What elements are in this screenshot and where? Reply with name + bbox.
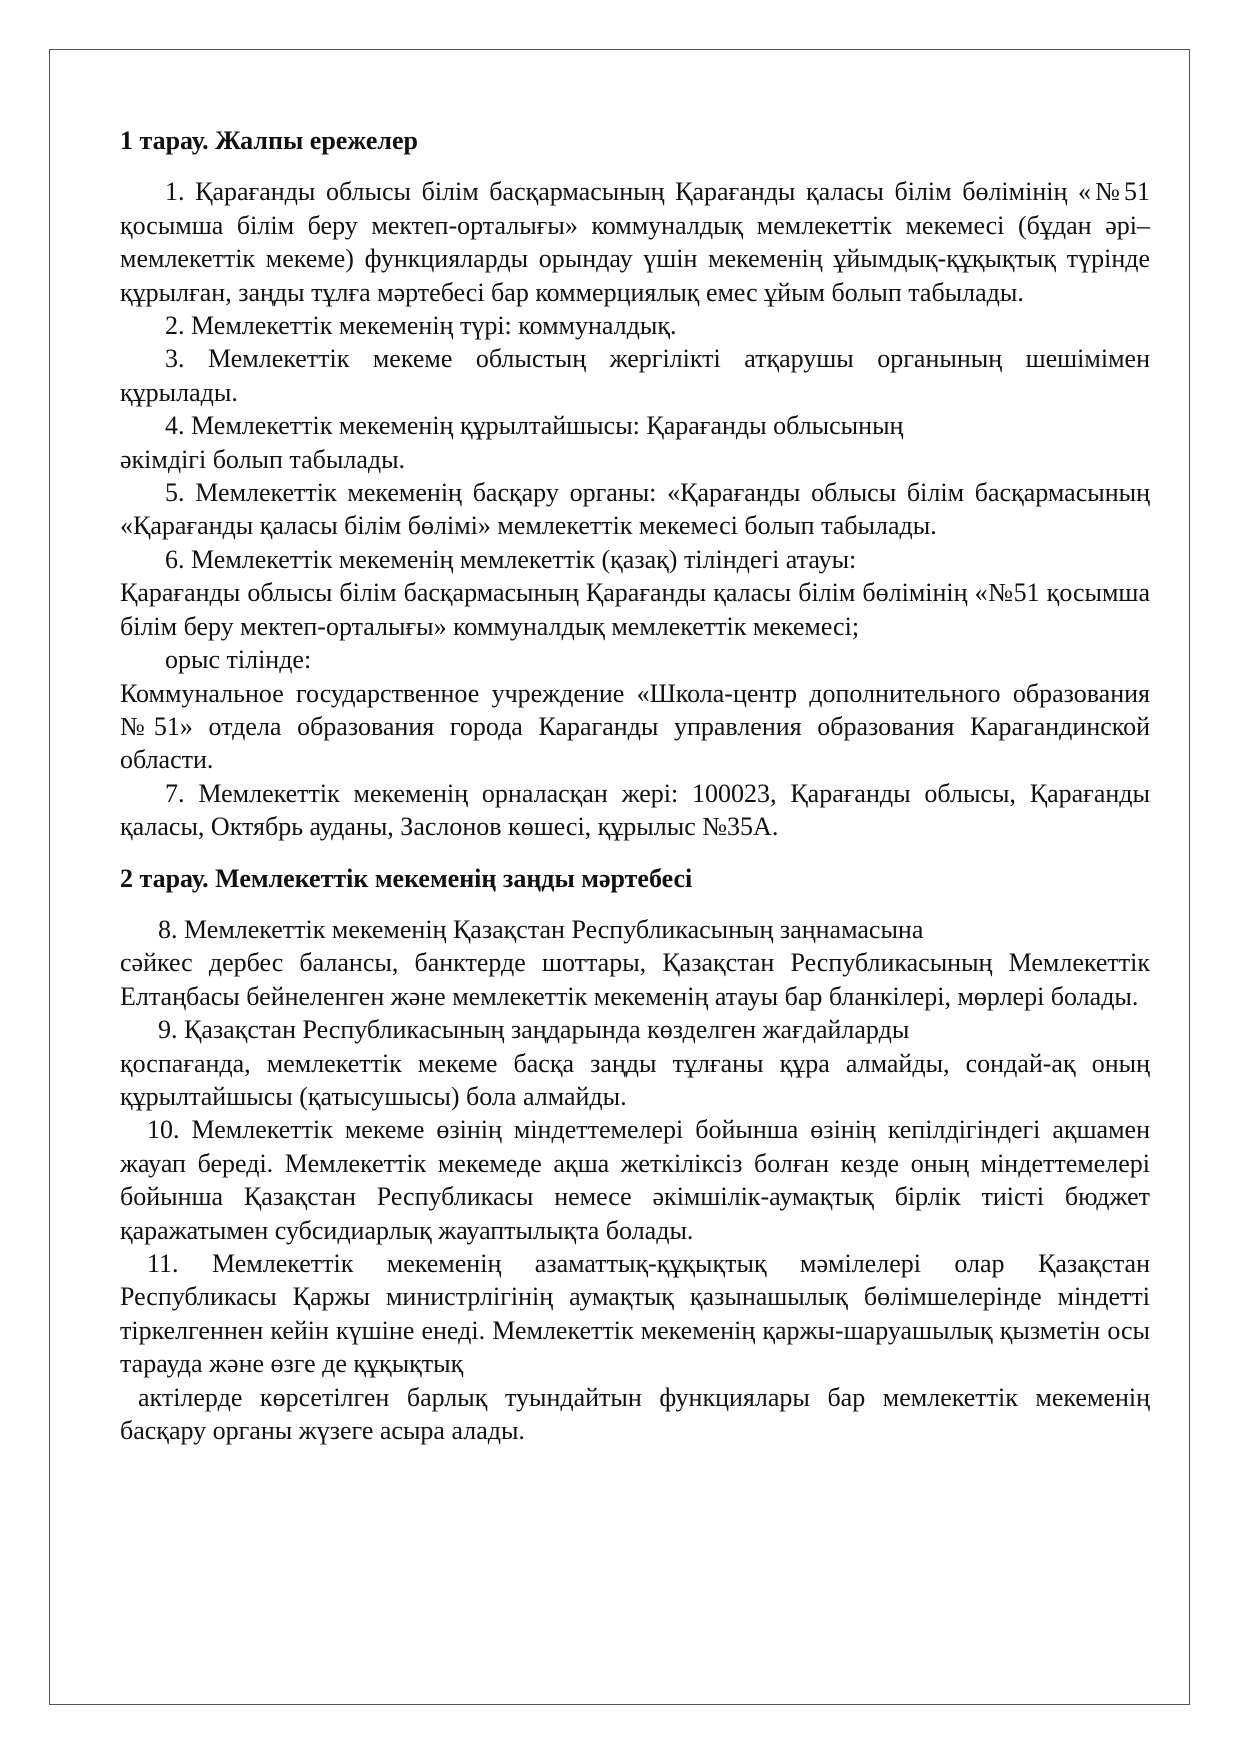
paragraph-9-continuation: қоспағанда, мемлекеттік мекеме басқа заңды тұлғаны құра алмайды, сондай-ақ оның құрылтайшысы (қатысушысы) бола алмайды.	[120, 1048, 1150, 1111]
paragraph-6-kazakh-name: Қарағанды облысы білім басқармасының Қарағанды қаласы білім бөлімінің «№51 қосымша білім беру мектеп-орталығы» коммуналдық мемлекеттік мекемесі;	[120, 578, 1150, 641]
paragraph-6-first-line: 6. Мемлекеттік мекеменің мемлекеттік (қазақ) тіліндегі атауы:	[165, 544, 857, 574]
chapter-2-heading: 2 тарау. Мемлекеттік мекеменің заңды мәртебесі	[120, 863, 693, 893]
paragraph-2: 2. Мемлекеттік мекеменің түрі: коммуналдық.	[165, 311, 677, 341]
paragraph-11-first-part: 11. Мемлекеттік мекеменің азаматтық-құқықтық мәмілелері олар Қазақстан Республикасы Қаржы министрлігінің аумақтық қазынашылық бөлімшелерінде міндетті тіркелгеннен кейін күшіне енеді. Мемлекеттік мекеменің қаржы-шаруашылық қызметін осы тарауда және өзге де құқықтық	[120, 1249, 1150, 1379]
paragraph-3: 3. Мемлекеттік мекеме облыстың жергілікті атқарушы органының шешімімен құрылады.	[120, 344, 1150, 407]
paragraph-6-russian-name: Коммунальное государственное учреждение «Школа-центр дополнительного образования №51» отдела образования города Караганды управления образования Карагандинской области.	[120, 678, 1150, 775]
paragraph-6-russian-label: орыс тілінде:	[165, 645, 312, 675]
paragraph-11-second-part: актілерде көрсетілген барлық туындайтын функциялары бар мемлекеттік мекеменің басқару органы жүзеге асыра алады.	[120, 1382, 1150, 1446]
document-body	[120, 124, 1150, 1447]
paragraph-5: 5. Мемлекеттік мекеменің басқару органы: «Қарағанды облысы білім басқармасының «Қарағанды қаласы білім бөлімі» мемлекеттік мекемесі болып табылады.	[120, 478, 1150, 541]
paragraph-7: 7. Мемлекеттік мекеменің орналасқан жері: 100023, Қарағанды облысы, Қарағанды қаласы, Октябрь ауданы, Заслонов көшесі, құрылыс №35А.	[120, 778, 1150, 842]
paragraph-8-continuation: сәйкес дербес балансы, банктерде шоттары, Қазақстан Республикасының Мемлекеттік Елтаңбасы бейнеленген және мемлекеттік мекеменің атауы бар бланкілері, мөрлері болады.	[120, 948, 1150, 1011]
paragraph-8-first-line: 8. Мемлекеттік мекеменің Қазақстан Республикасының заңнамасына	[158, 914, 924, 944]
paragraph-9-first-line: 9. Қазақстан Республикасының заңдарында көзделген жағдайларды	[158, 1015, 910, 1045]
paragraph-1: 1. Қарағанды облысы білім басқармасының Қарағанды қаласы білім бөлімінің «№51 қосымша білім беру мектеп-орталығы» коммуналдық мемлекеттік мекемесі (бұдан әрі–мемлекеттік мекеме) функцияларды орындау үшін мекеменің ұйымдық-құқықтық түрінде құрылған, заңды тұлға мәртебесі бар коммерциялық емес ұйым болып табылады.	[120, 177, 1150, 307]
chapter-1-heading: 1 тарау. Жалпы ережелер	[120, 126, 418, 155]
paragraph-4-continuation: әкімдігі болып табылады.	[120, 444, 406, 474]
paragraph-4-first-line: 4. Мемлекеттік мекеменің құрылтайшысы: Қарағанды облысының	[165, 411, 904, 441]
paragraph-10: 10. Мемлекеттік мекеме өзінің міндеттемелері бойынша өзінің кепілдігіндегі ақшамен жауап береді. Мемлекеттік мекемеде ақша жеткіліксіз болған кезде оның міндеттемелері бойынша Қазақстан Республикасы немесе әкімшілік-аумақтық бірлік тиісті бюджет қаражатымен субсидиарлық жауаптылықта болады.	[120, 1115, 1150, 1245]
